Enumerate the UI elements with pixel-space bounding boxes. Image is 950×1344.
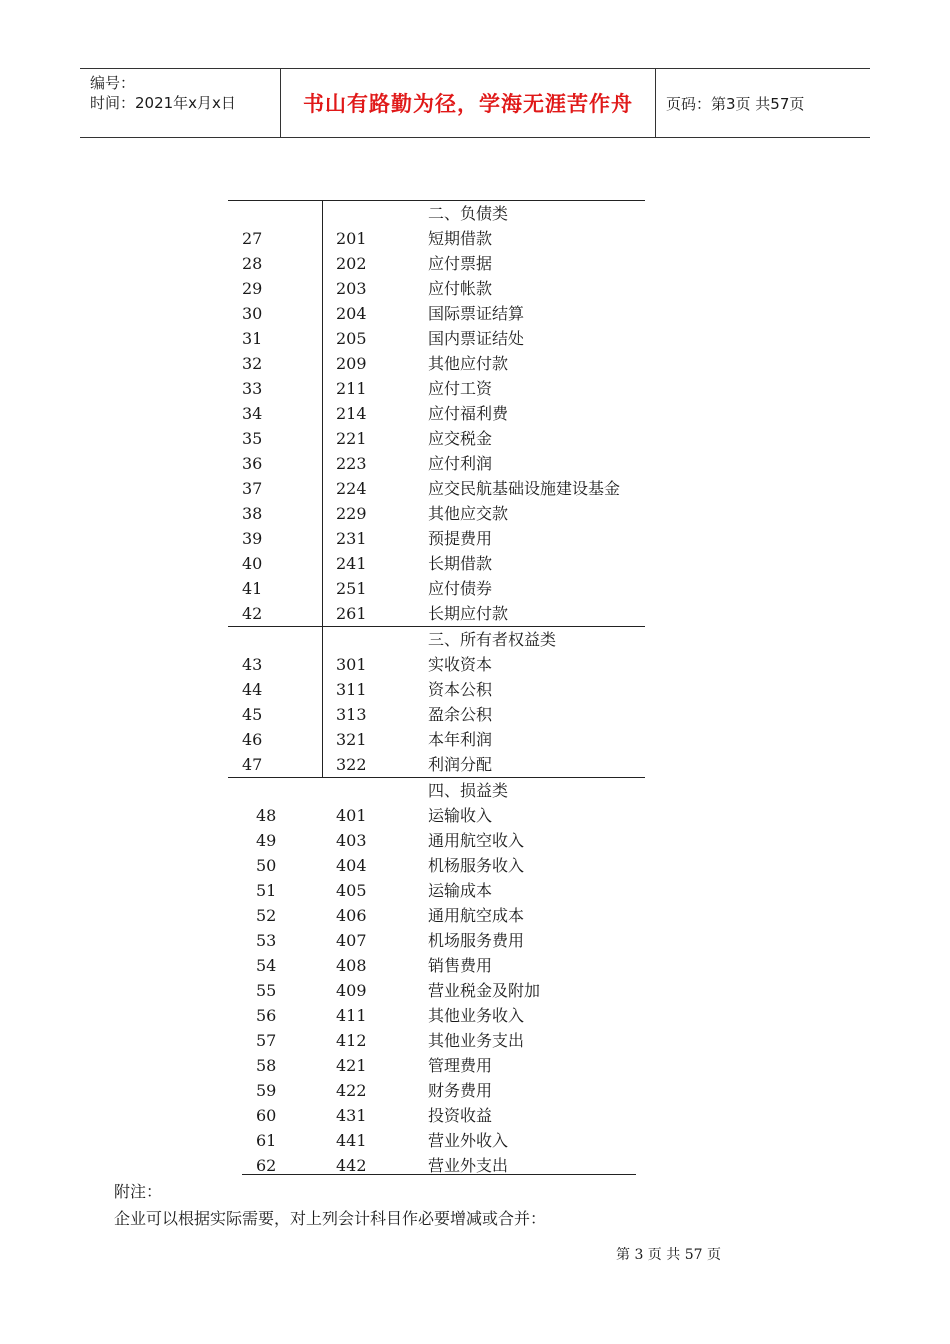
table-row — [228, 1053, 645, 1078]
table-row — [228, 828, 645, 853]
row-number: 33 — [228, 376, 323, 401]
account-name: 应付帐款 — [428, 279, 493, 298]
account-code: 406 — [336, 906, 367, 925]
section-title-row — [228, 626, 645, 652]
account-name: 盈余公积 — [428, 705, 493, 724]
row-number: 53 — [256, 931, 277, 950]
section-title: 二、负债类 — [428, 204, 509, 223]
account-code: 202 — [336, 254, 367, 273]
row-number: 61 — [256, 1131, 277, 1150]
table-bottom-rule — [242, 1174, 636, 1175]
table-row — [228, 451, 645, 476]
table-row — [228, 326, 645, 351]
account-name: 通用航空成本 — [428, 906, 525, 925]
account-name: 本年利润 — [428, 730, 493, 749]
table-row — [228, 1128, 645, 1153]
row-number: 35 — [228, 426, 323, 451]
row-number: 40 — [228, 551, 323, 576]
table-row — [228, 501, 645, 526]
table-row — [228, 601, 645, 626]
header-motto-cell — [281, 69, 656, 137]
row-number: 57 — [256, 1031, 277, 1050]
row-number: 59 — [256, 1081, 277, 1100]
table-row — [228, 978, 645, 1003]
table-row — [228, 276, 645, 301]
account-name: 应交民航基础设施建设基金 — [428, 479, 621, 498]
account-name: 运输成本 — [428, 881, 493, 900]
account-name: 营业外支出 — [428, 1156, 509, 1175]
account-name: 其他应交款 — [428, 504, 509, 523]
account-code: 311 — [336, 680, 367, 699]
table-row — [228, 1103, 645, 1128]
account-name: 应付债券 — [428, 579, 493, 598]
row-number: 55 — [256, 981, 277, 1000]
row-number: 58 — [256, 1056, 277, 1075]
row-number: 54 — [256, 956, 277, 975]
time-label: 时间：2021年x月x日 — [90, 94, 236, 112]
account-name: 财务费用 — [428, 1081, 493, 1100]
account-code: 223 — [336, 454, 367, 473]
account-code: 204 — [336, 304, 367, 323]
account-code: 401 — [336, 806, 367, 825]
account-name: 管理费用 — [428, 1056, 493, 1075]
account-code: 407 — [336, 931, 367, 950]
account-code: 313 — [336, 705, 367, 724]
account-name: 应付利润 — [428, 454, 493, 473]
account-name: 长期借款 — [428, 554, 493, 573]
section-title-row — [228, 777, 645, 803]
account-name: 运输收入 — [428, 806, 493, 825]
account-code: 322 — [336, 755, 367, 774]
account-code: 404 — [336, 856, 367, 875]
row-number: 46 — [228, 727, 323, 752]
account-code: 301 — [336, 655, 367, 674]
account-name: 应付票据 — [428, 254, 493, 273]
account-code: 231 — [336, 529, 367, 548]
account-code: 421 — [336, 1056, 367, 1075]
row-number: 60 — [256, 1106, 277, 1125]
account-code: 442 — [336, 1156, 367, 1175]
account-name: 营业外收入 — [428, 1131, 509, 1150]
account-code: 321 — [336, 730, 367, 749]
account-code: 211 — [336, 379, 367, 398]
account-code: 431 — [336, 1106, 367, 1125]
account-code: 412 — [336, 1031, 367, 1050]
document-header — [80, 68, 870, 138]
table-row — [228, 878, 645, 903]
row-number: 42 — [228, 601, 323, 626]
account-name: 短期借款 — [428, 229, 493, 248]
section-cell-empty — [323, 778, 428, 803]
account-name: 其他应付款 — [428, 354, 509, 373]
account-name: 应付工资 — [428, 379, 493, 398]
account-code: 203 — [336, 279, 367, 298]
notes-title: 附注： — [114, 1182, 163, 1201]
table-row — [228, 576, 645, 601]
row-number: 45 — [228, 702, 323, 727]
table-row — [228, 1078, 645, 1103]
table-row — [228, 652, 645, 677]
account-name: 应交税金 — [428, 429, 493, 448]
row-number: 43 — [228, 652, 323, 677]
account-name: 实收资本 — [428, 655, 493, 674]
table-row — [228, 526, 645, 551]
account-code: 408 — [336, 956, 367, 975]
account-code: 214 — [336, 404, 367, 423]
table-row — [228, 903, 645, 928]
row-number: 31 — [228, 326, 323, 351]
account-code: 422 — [336, 1081, 367, 1100]
table-row — [228, 376, 645, 401]
motto-text: 书山有路勤为径，学海无涯苦作舟 — [303, 92, 633, 116]
account-code: 403 — [336, 831, 367, 850]
section-cell-empty — [323, 201, 428, 226]
account-name: 应付福利费 — [428, 404, 509, 423]
account-code: 241 — [336, 554, 367, 573]
page-footer: 第 3 页 共 57 页 — [616, 1247, 721, 1263]
row-number: 27 — [228, 226, 323, 251]
table-row — [228, 677, 645, 702]
header-meta — [80, 69, 281, 137]
row-number: 30 — [228, 301, 323, 326]
table-row — [228, 226, 645, 251]
table-row — [228, 301, 645, 326]
table-row — [228, 1003, 645, 1028]
row-number: 36 — [228, 451, 323, 476]
row-number: 49 — [256, 831, 277, 850]
account-name: 利润分配 — [428, 755, 493, 774]
account-code: 411 — [336, 1006, 367, 1025]
row-number: 28 — [228, 251, 323, 276]
table-row — [228, 351, 645, 376]
account-name: 国内票证结处 — [428, 329, 525, 348]
account-name: 预提费用 — [428, 529, 493, 548]
row-number: 32 — [228, 351, 323, 376]
account-name: 资本公积 — [428, 680, 493, 699]
table-row — [228, 702, 645, 727]
account-name: 国际票证结算 — [428, 304, 525, 323]
row-number: 44 — [228, 677, 323, 702]
table-row — [228, 1028, 645, 1053]
row-number: 50 — [256, 856, 277, 875]
row-number: 48 — [256, 806, 277, 825]
table-row — [228, 727, 645, 752]
account-name: 营业税金及附加 — [428, 981, 541, 1000]
account-code: 261 — [336, 604, 367, 623]
account-code: 201 — [336, 229, 367, 248]
notes — [114, 1178, 546, 1232]
account-name: 投资收益 — [428, 1106, 493, 1125]
row-number: 51 — [256, 881, 277, 900]
row-number: 52 — [256, 906, 277, 925]
table-section — [228, 200, 645, 626]
section-cell-empty — [228, 201, 323, 226]
table-row — [228, 551, 645, 576]
section-cell-empty — [228, 627, 323, 652]
notes-text: 企业可以根据实际需要，对上列会计科目作必要增减或合并： — [114, 1209, 547, 1228]
account-code: 441 — [336, 1131, 367, 1150]
table-section — [228, 626, 645, 777]
row-number: 37 — [228, 476, 323, 501]
table-row — [228, 853, 645, 878]
account-name: 通用航空收入 — [428, 831, 525, 850]
account-code: 209 — [336, 354, 367, 373]
table-row — [228, 803, 645, 828]
row-number: 41 — [228, 576, 323, 601]
account-code: 205 — [336, 329, 367, 348]
row-number: 29 — [228, 276, 323, 301]
row-number: 56 — [256, 1006, 277, 1025]
table-row — [228, 476, 645, 501]
row-number: 38 — [228, 501, 323, 526]
section-cell-empty — [323, 627, 428, 652]
row-number: 62 — [256, 1156, 277, 1175]
account-name: 其他业务支出 — [428, 1031, 525, 1050]
section-title: 三、所有者权益类 — [428, 630, 557, 649]
row-number: 47 — [228, 752, 323, 777]
account-name: 销售费用 — [428, 956, 493, 975]
table-row — [228, 251, 645, 276]
account-code: 229 — [336, 504, 367, 523]
account-table — [228, 200, 645, 1178]
section-cell-empty — [228, 778, 323, 803]
account-code: 405 — [336, 881, 367, 900]
section-title-row — [228, 200, 645, 226]
account-name: 长期应付款 — [428, 604, 509, 623]
account-name: 机杨服务收入 — [428, 856, 525, 875]
table-row — [228, 752, 645, 777]
row-number: 39 — [228, 526, 323, 551]
row-number: 34 — [228, 401, 323, 426]
table-section — [228, 777, 645, 1178]
table-row — [228, 426, 645, 451]
account-code: 224 — [336, 479, 367, 498]
table-row — [228, 928, 645, 953]
account-code: 251 — [336, 579, 367, 598]
account-code: 221 — [336, 429, 367, 448]
header-page-info: 页码：第3页 共57页 — [666, 94, 805, 113]
table-row — [228, 401, 645, 426]
number-label: 编号： — [90, 74, 136, 92]
section-title: 四、损益类 — [428, 781, 509, 800]
account-code: 409 — [336, 981, 367, 1000]
account-name: 其他业务收入 — [428, 1006, 525, 1025]
account-name: 机场服务费用 — [428, 931, 525, 950]
table-row — [228, 953, 645, 978]
